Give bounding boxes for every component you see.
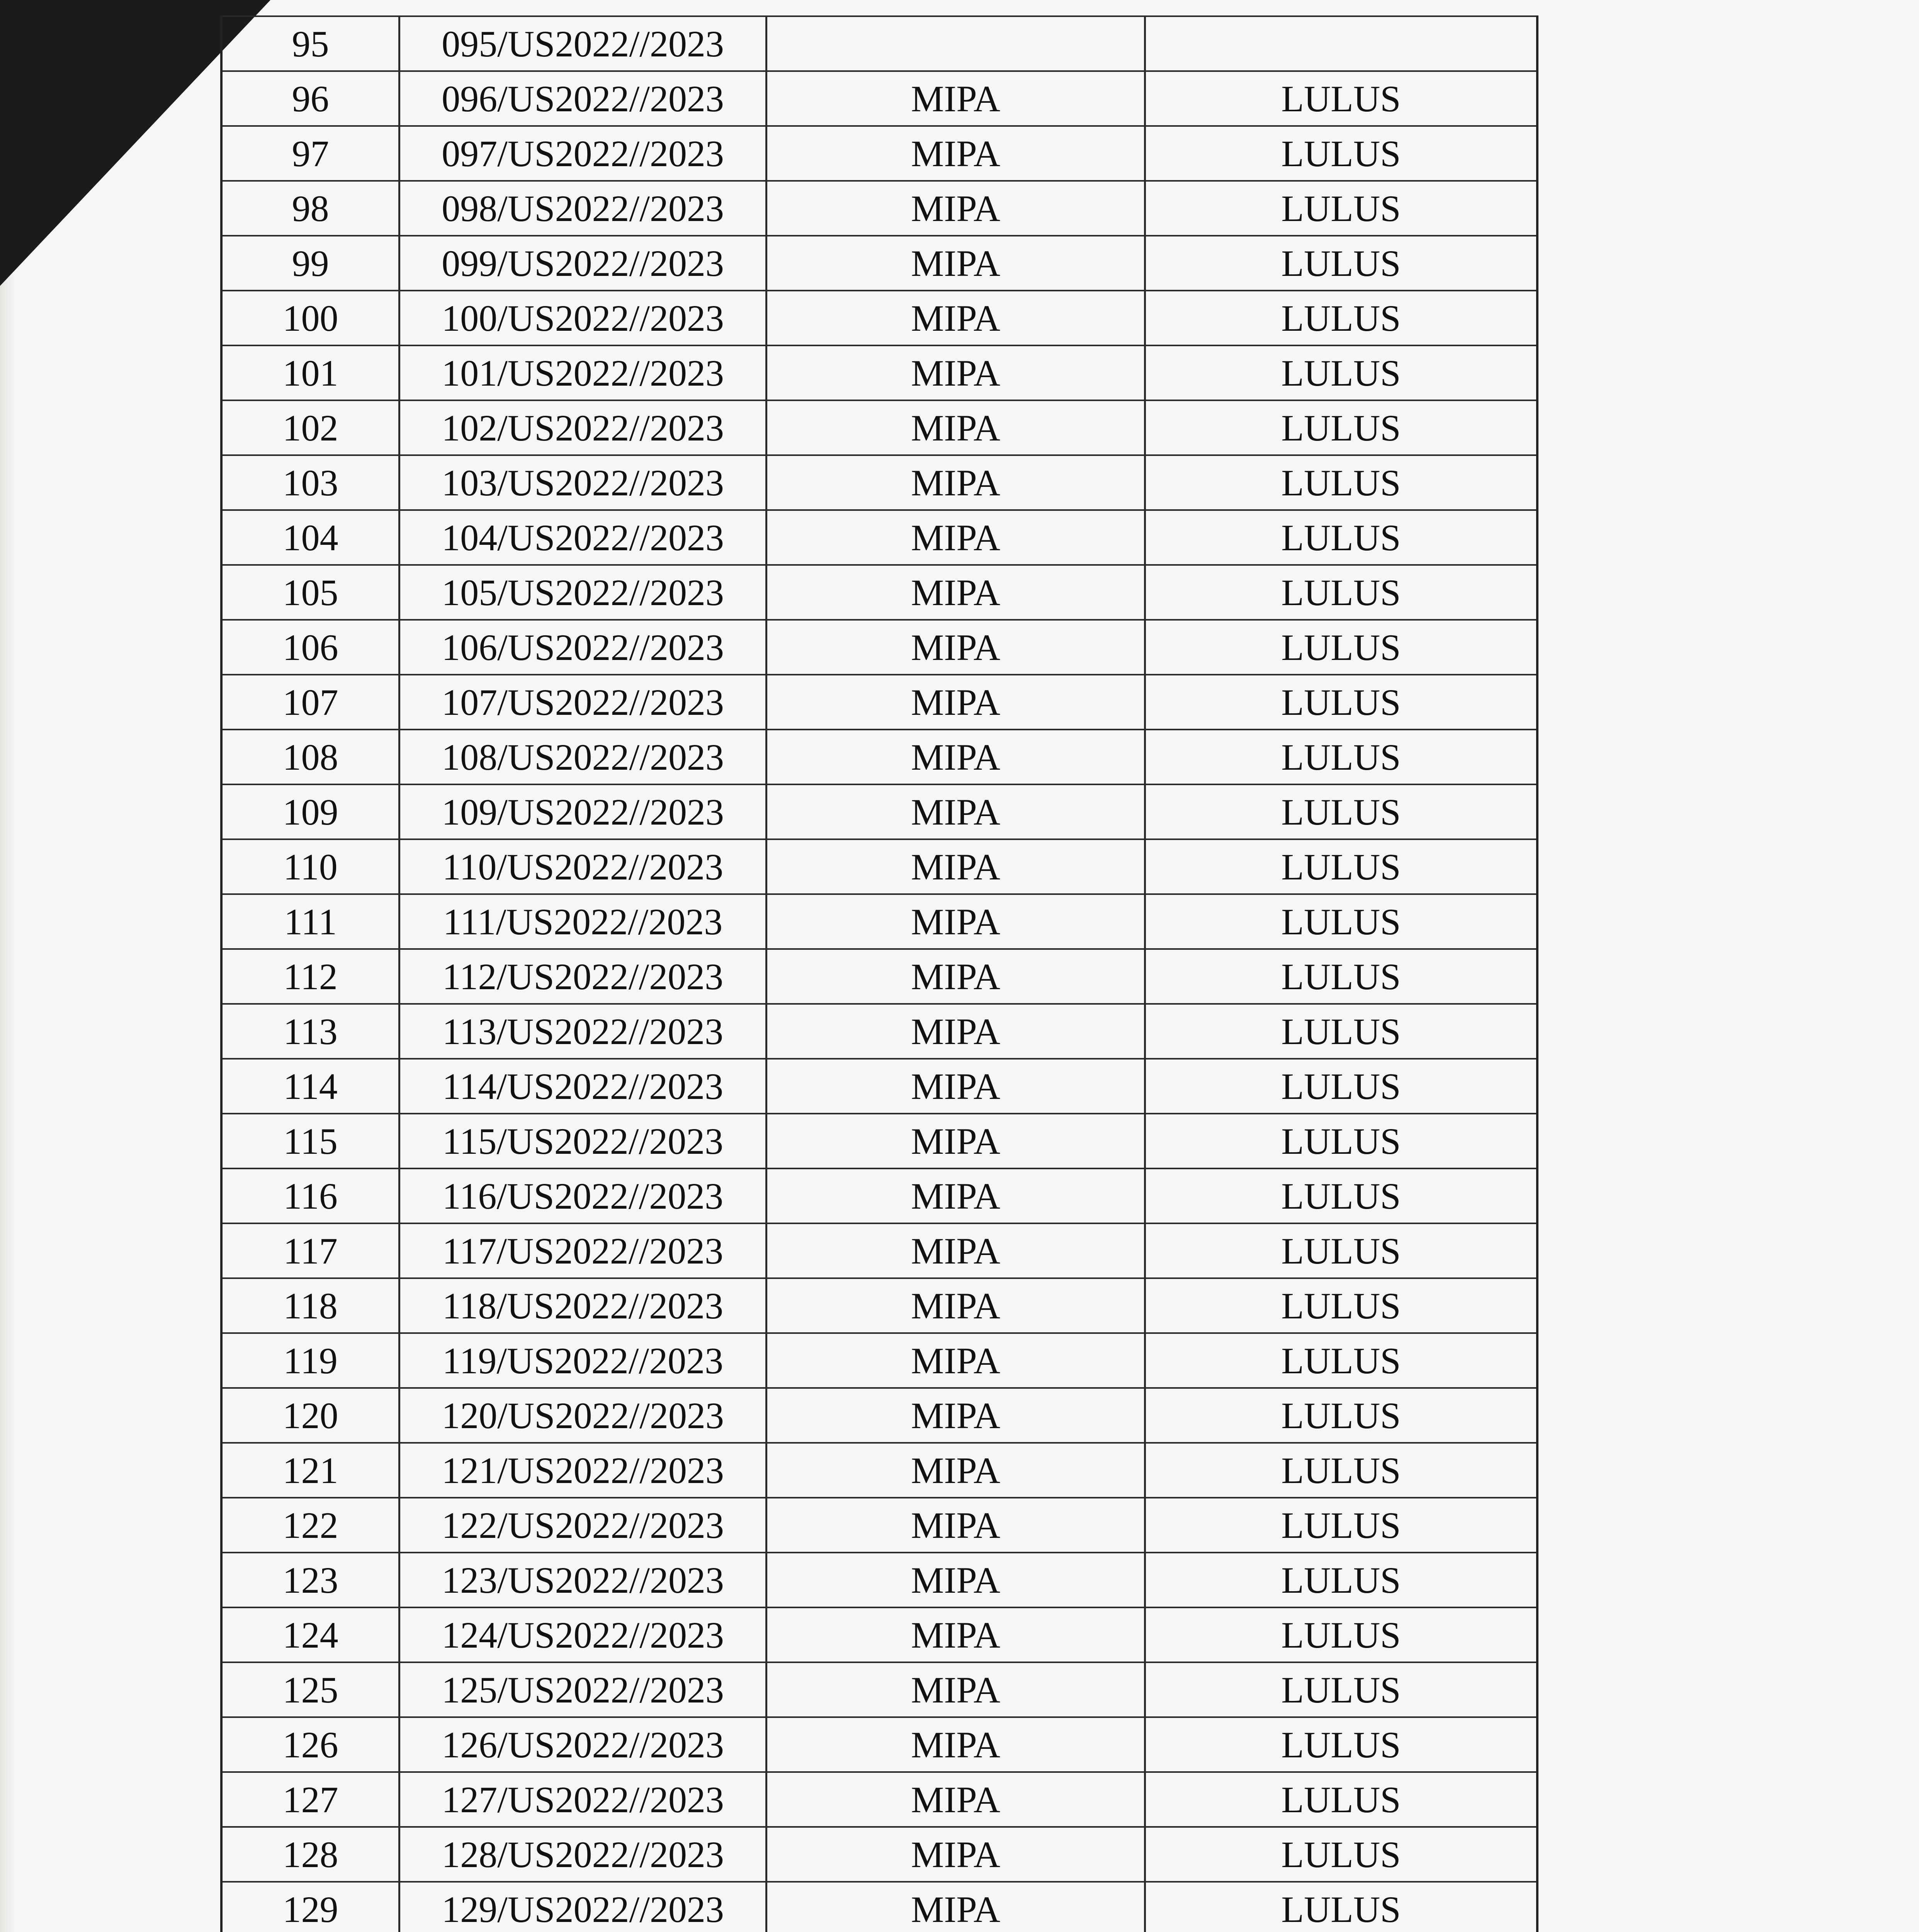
program-cell: MIPA: [767, 1883, 1146, 1932]
row-number: 123: [223, 1553, 400, 1607]
status-cell: LULUS: [1281, 1120, 1401, 1162]
program-cell: MIPA: [767, 1773, 1146, 1826]
row-number: 115: [223, 1114, 400, 1168]
program-cell: MIPA: [767, 1498, 1146, 1552]
row-number: 121: [223, 1444, 400, 1497]
row-number: 104: [223, 511, 400, 564]
status-cell: LULUS: [1281, 407, 1401, 449]
program-cell: MIPA: [767, 895, 1146, 948]
row-number: 99: [223, 236, 400, 290]
status-cell: LULUS: [1281, 1888, 1401, 1930]
exam-number: 126/US2022//2023: [400, 1718, 767, 1771]
exam-number: 099/US2022//2023: [400, 236, 767, 290]
program-cell: MIPA: [767, 1718, 1146, 1771]
table-row: [223, 1552, 1536, 1607]
table-row: [223, 1387, 1536, 1442]
program-cell: MIPA: [767, 1005, 1146, 1058]
program-cell: MIPA: [767, 840, 1146, 893]
exam-number: 121/US2022//2023: [400, 1444, 767, 1497]
exam-number: 098/US2022//2023: [400, 182, 767, 235]
program-cell: MIPA: [767, 182, 1146, 235]
status-cell: LULUS: [1281, 901, 1401, 942]
row-number: 116: [223, 1169, 400, 1223]
table-row: [223, 1716, 1536, 1771]
row-number: 103: [223, 456, 400, 509]
status-cell: LULUS: [1281, 1449, 1401, 1491]
status-cell: LULUS: [1281, 1614, 1401, 1656]
program-cell: MIPA: [767, 730, 1146, 784]
table-row: [223, 674, 1536, 729]
status-cell: LULUS: [1281, 1340, 1401, 1381]
status-cell: LULUS: [1281, 1559, 1401, 1601]
row-number: 112: [223, 950, 400, 1003]
status-cell: LULUS: [1281, 956, 1401, 997]
exam-number: 108/US2022//2023: [400, 730, 767, 784]
status-cell: LULUS: [1281, 1724, 1401, 1765]
exam-number: 124/US2022//2023: [400, 1608, 767, 1662]
row-number: 102: [223, 401, 400, 454]
status-cell: LULUS: [1281, 1779, 1401, 1820]
exam-number: 103/US2022//2023: [400, 456, 767, 509]
page-edge: [0, 0, 15, 1932]
table-row: [223, 1058, 1536, 1113]
program-cell: MIPA: [767, 1114, 1146, 1168]
table-row: [223, 893, 1536, 948]
table-row: [223, 454, 1536, 509]
exam-number: 119/US2022//2023: [400, 1334, 767, 1387]
status-cell: LULUS: [1281, 462, 1401, 503]
exam-number: 102/US2022//2023: [400, 401, 767, 454]
status-cell: LULUS: [1281, 736, 1401, 778]
table-row: [223, 729, 1536, 784]
program-cell: MIPA: [767, 785, 1146, 838]
table-row: [223, 948, 1536, 1003]
graduation-results-table: [220, 15, 1538, 1932]
table-row: [223, 400, 1536, 454]
row-number: 113: [223, 1005, 400, 1058]
row-number: 98: [223, 182, 400, 235]
row-number: 129: [223, 1883, 400, 1932]
table-row: [223, 509, 1536, 564]
program-cell: MIPA: [767, 511, 1146, 564]
row-number: 108: [223, 730, 400, 784]
program-cell: MIPA: [767, 675, 1146, 729]
program-cell: MIPA: [767, 1279, 1146, 1332]
exam-number: 110/US2022//2023: [400, 840, 767, 893]
status-cell: LULUS: [1281, 133, 1401, 174]
row-number: 96: [223, 72, 400, 125]
table-row: [223, 125, 1536, 180]
exam-number: 122/US2022//2023: [400, 1498, 767, 1552]
row-number: 105: [223, 566, 400, 619]
exam-number: 106/US2022//2023: [400, 621, 767, 674]
program-cell: MIPA: [767, 291, 1146, 345]
program-cell: MIPA: [767, 1224, 1146, 1277]
program-cell: MIPA: [767, 621, 1146, 674]
table-row: [223, 619, 1536, 674]
table-row: [223, 564, 1536, 619]
exam-number: 116/US2022//2023: [400, 1169, 767, 1223]
program-cell: MIPA: [767, 1444, 1146, 1497]
exam-number: 128/US2022//2023: [400, 1828, 767, 1881]
row-number: 119: [223, 1334, 400, 1387]
program-cell: MIPA: [767, 1608, 1146, 1662]
status-cell: LULUS: [1281, 1669, 1401, 1711]
status-cell: LULUS: [1281, 1833, 1401, 1875]
program-cell: MIPA: [767, 1828, 1146, 1881]
status-cell: LULUS: [1281, 352, 1401, 394]
table-row: [223, 1168, 1536, 1223]
row-number: 106: [223, 621, 400, 674]
table-row: [223, 1826, 1536, 1881]
row-number: 95: [223, 17, 400, 70]
status-cell: LULUS: [1281, 1010, 1401, 1052]
row-number: 122: [223, 1498, 400, 1552]
table-row: [223, 1771, 1536, 1826]
exam-number: 101/US2022//2023: [400, 346, 767, 400]
program-cell: MIPA: [767, 456, 1146, 509]
table-row: [223, 1113, 1536, 1168]
row-number: 120: [223, 1389, 400, 1442]
table-row: [223, 235, 1536, 290]
program-cell: MIPA: [767, 1663, 1146, 1716]
exam-number: 104/US2022//2023: [400, 511, 767, 564]
row-number: 125: [223, 1663, 400, 1716]
status-cell: LULUS: [1281, 1504, 1401, 1546]
exam-number: 112/US2022//2023: [400, 950, 767, 1003]
row-number: 124: [223, 1608, 400, 1662]
row-number: 101: [223, 346, 400, 400]
table-row: [223, 15, 1536, 70]
exam-number: 096/US2022//2023: [400, 72, 767, 125]
row-number: 128: [223, 1828, 400, 1881]
exam-number: 107/US2022//2023: [400, 675, 767, 729]
status-cell: LULUS: [1281, 1065, 1401, 1107]
table-row: [223, 1332, 1536, 1387]
table-row: [223, 784, 1536, 838]
row-number: 111: [223, 895, 400, 948]
status-cell: LULUS: [1281, 1175, 1401, 1217]
exam-number: 109/US2022//2023: [400, 785, 767, 838]
table-row: [223, 70, 1536, 125]
status-cell: LULUS: [1281, 681, 1401, 723]
exam-number: 105/US2022//2023: [400, 566, 767, 619]
status-cell: LULUS: [1281, 78, 1401, 119]
row-number: 127: [223, 1773, 400, 1826]
table-row: [223, 1277, 1536, 1332]
exam-number: 097/US2022//2023: [400, 127, 767, 180]
status-cell: LULUS: [1281, 187, 1401, 229]
program-cell: MIPA: [767, 401, 1146, 454]
exam-number: 125/US2022//2023: [400, 1663, 767, 1716]
row-number: 107: [223, 675, 400, 729]
table-row: [223, 838, 1536, 893]
exam-number: 114/US2022//2023: [400, 1060, 767, 1113]
program-cell: MIPA: [767, 1389, 1146, 1442]
exam-number: 127/US2022//2023: [400, 1773, 767, 1826]
program-cell: MIPA: [767, 1553, 1146, 1607]
row-number: 109: [223, 785, 400, 838]
program-cell: MIPA: [767, 72, 1146, 125]
exam-number: 129/US2022//2023: [400, 1883, 767, 1932]
table-row: [223, 1662, 1536, 1716]
status-cell: LULUS: [1281, 517, 1401, 558]
status-cell: [1146, 17, 1536, 70]
program-cell: MIPA: [767, 346, 1146, 400]
exam-number: 115/US2022//2023: [400, 1114, 767, 1168]
program-cell: MIPA: [767, 127, 1146, 180]
table-row: [223, 1003, 1536, 1058]
status-cell: LULUS: [1281, 571, 1401, 613]
row-number: 97: [223, 127, 400, 180]
row-number: 114: [223, 1060, 400, 1113]
exam-number: 117/US2022//2023: [400, 1224, 767, 1277]
exam-number: 095/US2022//2023: [400, 17, 767, 70]
program-cell: [767, 17, 1146, 70]
exam-number: 111/US2022//2023: [400, 895, 767, 948]
table-row: [223, 290, 1536, 345]
row-number: 100: [223, 291, 400, 345]
row-number: 117: [223, 1224, 400, 1277]
status-cell: LULUS: [1281, 1230, 1401, 1272]
table-row: [223, 1497, 1536, 1552]
status-cell: LULUS: [1281, 846, 1401, 888]
status-cell: LULUS: [1281, 1395, 1401, 1436]
status-cell: LULUS: [1281, 242, 1401, 284]
status-cell: LULUS: [1281, 297, 1401, 339]
status-cell: LULUS: [1281, 791, 1401, 833]
program-cell: MIPA: [767, 236, 1146, 290]
table-row: [223, 1442, 1536, 1497]
status-cell: LULUS: [1281, 626, 1401, 668]
program-cell: MIPA: [767, 1334, 1146, 1387]
table-row: [223, 1223, 1536, 1277]
table-row: [223, 180, 1536, 235]
exam-number: 100/US2022//2023: [400, 291, 767, 345]
table-row: [223, 1607, 1536, 1662]
status-cell: LULUS: [1281, 1285, 1401, 1327]
row-number: 118: [223, 1279, 400, 1332]
program-cell: MIPA: [767, 950, 1146, 1003]
exam-number: 113/US2022//2023: [400, 1005, 767, 1058]
row-number: 126: [223, 1718, 400, 1771]
program-cell: MIPA: [767, 566, 1146, 619]
program-cell: MIPA: [767, 1060, 1146, 1113]
table-row: [223, 1881, 1536, 1932]
exam-number: 123/US2022//2023: [400, 1553, 767, 1607]
row-number: 110: [223, 840, 400, 893]
exam-number: 120/US2022//2023: [400, 1389, 767, 1442]
program-cell: MIPA: [767, 1169, 1146, 1223]
exam-number: 118/US2022//2023: [400, 1279, 767, 1332]
table-row: [223, 345, 1536, 400]
